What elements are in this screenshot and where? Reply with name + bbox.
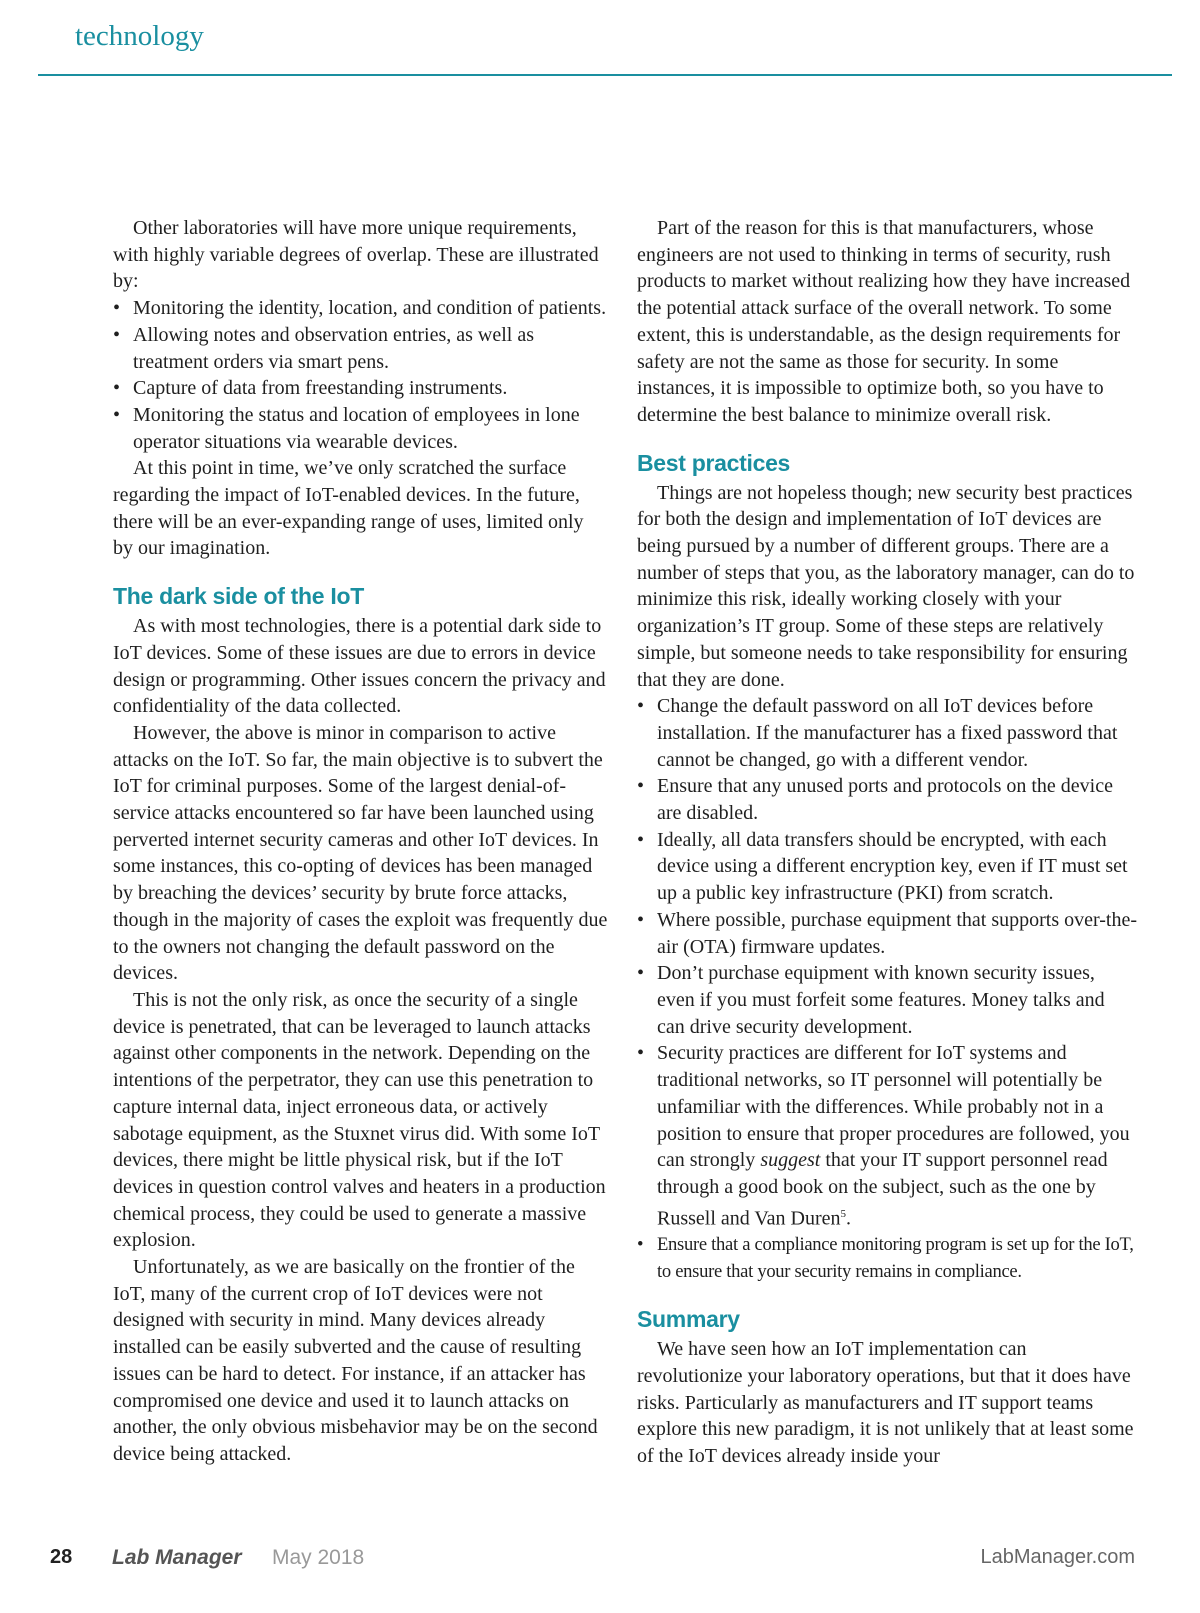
list-item: • Ideally, all data transfers should be encrypted, with each device using a different encryption key, even if IT must set up a public key infrastructure (PKI) from scratch. [637,827,1137,907]
list-item: • Capture of data from freestanding instruments. [113,375,608,402]
dark-side-heading: The dark side of the IoT [113,583,364,610]
paragraph: Unfortunately, as we are basically on the frontier of the IoT, many of the current crop of IoT devices were not designed with security in mind. Many devices already installed can be easily subverted and the cause of resulting issues can be hard to detect. For instance, if an attacker has compromised one device and used it to launch attacks on another, the only obvious misbehavior may be on the second device being attacked. [113,1256,598,1465]
paragraph: However, the above is minor in comparison to active attacks on the IoT. So far, the main objective is to subvert the IoT for criminal purposes. Some of the largest denial-of-service attacks encountered so far have been launched using perverted internet security cameras and other IoT devices. In some instances, this co-opting of devices has been managed by breaching the devices’ security by brute force attacks, though in the majority of cases the exploit was frequently due to the owners not changing the default password on the devices. [113,721,608,985]
emphasis: suggest [760,1149,821,1172]
list-item: • Ensure that a compliance monitoring program is set up for the IoT, to ensure that your security remains in compliance. [637,1232,1137,1285]
header-rule [38,74,1172,76]
best-practices-list [637,693,1137,1285]
list-item: • Don’t purchase equipment with known security issues, even if you must forfeit some features. Money talks and can drive security development. [637,960,1137,1040]
page-footer [50,1546,1200,1576]
page-number: 28 [50,1546,73,1568]
list-item-text: that your IT support personnel read through a good book on the subject, such as the one by Russell and Van Duren [657,1149,1108,1230]
left-column [113,215,608,1468]
list-item: • Allowing notes and observation entries, as well as treatment orders via smart pens. [113,322,608,375]
magazine-name: Lab Manager [112,1546,242,1569]
paragraph: We have seen how an IoT implementation can revolutionize your laboratory operations, but that it does have risks. Particularly as manufacturers and IT support teams explore this new paradigm, it is not unlikely that at least some of the IoT devices already inside your [637,1338,1134,1468]
issue-date: May 2018 [272,1546,365,1569]
requirements-list [113,295,608,455]
list-item: • Change the default password on all IoT devices before installation. If the manufacturer has a fixed password that cannot be changed, go with a different vendor. [637,693,1137,773]
right-column [637,215,1137,1470]
website: LabManager.com [980,1546,1135,1568]
list-item-text: Security practices are different for IoT systems and traditional networks, so IT personnel will potentially be unfamiliar with the differences. While probably not in a position to ensure that proper procedures are followed, you can strongly [657,1042,1130,1172]
list-item: • Monitoring the identity, location, and condition of patients. [113,295,608,322]
footnote-ref: 5 [840,1207,846,1220]
paragraph: Things are not hopeless though; new security best practices for both the design and implementation of IoT devices are being pursued by a number of different groups. There are a number of steps that you, as the laboratory manager, can do to minimize this risk, ideally working closely with your organization’s IT group. Some of these steps are relatively simple, but someone needs to take responsibility for ensuring that they are done. [637,481,1135,691]
best-practices-heading: Best practices [637,449,791,476]
section-tag: technology [75,20,204,52]
paragraph: This is not the only risk, as once the security of a single device is penetrated, that can be leveraged to launch attacks against other components in the network. Depending on the intentions of the perpetrator, they can use this penetration to capture internal data, inject erroneous data, or actively sabotage equipment, as the Stuxnet virus did. With some IoT devices, there might be little physical risk, but if the IoT devices in question control valves and heaters in a production chemical process, they could be used to generate a massive explosion. [113,988,606,1252]
paragraph: Part of the reason for this is that manufacturers, whose engineers are not used to thinking in terms of security, rush products to market without realizing how they have increased the potential attack surface of the overall network. To some extent, this is understandable, as the design requirements for safety are not the same as those for security. In some instances, it is impossible to optimize both, so you have to determine the best balance to minimize overall risk. [637,217,1131,426]
paragraph: As with most technologies, there is a potential dark side to IoT devices. Some of these issues are due to errors in device design or programming. Other issues concern the privacy and confidentiality of the data collected. [113,615,606,718]
list-item: • Ensure that any unused ports and protocols on the device are disabled. [637,773,1137,826]
intro-paragraph: Other laboratories will have more unique requirements, with highly variable degrees of overlap. These are illustrated by: [113,217,599,293]
list-item: • Monitoring the status and location of employees in lone operator situations via wearable devices. [113,402,608,455]
summary-heading: Summary [637,1306,740,1333]
list-item: • Where possible, purchase equipment that supports over-the-air (OTA) firmware updates. [637,907,1137,960]
paragraph: At this point in time, we’ve only scratched the surface regarding the impact of IoT-enabled devices. In the future, there will be an ever-expanding range of uses, limited only by our imagination. [113,457,584,560]
list-item-text: . [846,1207,851,1230]
list-item [637,1040,1137,1232]
